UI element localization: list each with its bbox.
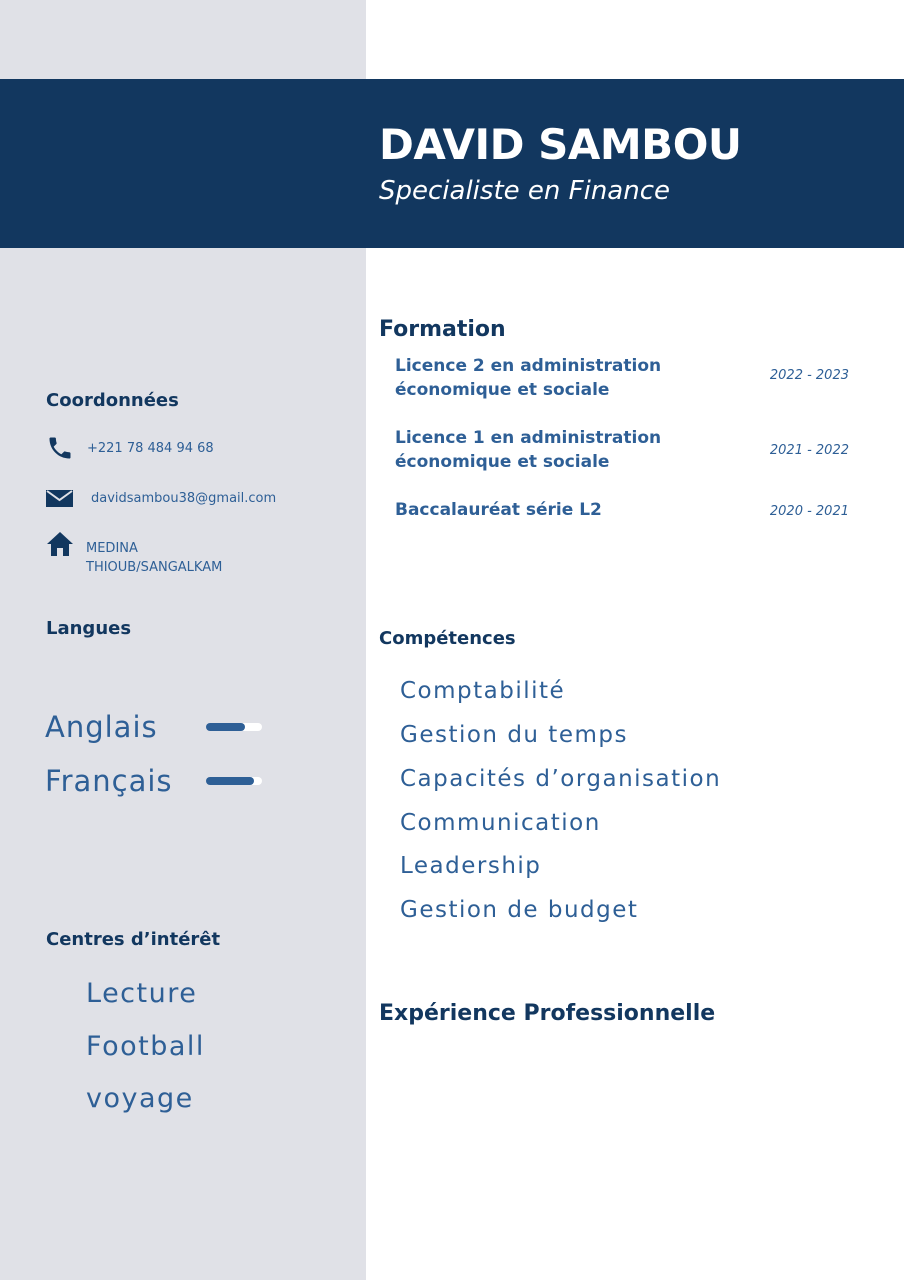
address-text — [86, 539, 222, 577]
skill-item: Capacités d’organisation — [400, 766, 722, 792]
skill-item: Communication — [400, 810, 601, 836]
skill-item: Comptabilité — [400, 678, 566, 704]
education-title-line: économique et sociale — [395, 380, 610, 400]
education-title-line: Baccalauréat série L2 — [395, 500, 602, 520]
mail-icon — [46, 486, 74, 514]
education-heading: Formation — [379, 317, 506, 342]
phone-number: +221 78 484 94 68 — [87, 441, 214, 456]
contact-heading: Coordonnées — [46, 390, 179, 411]
contact-address — [46, 531, 222, 577]
education-entry-title — [395, 498, 602, 522]
contact-email — [46, 486, 276, 514]
education-dates: 2022 - 2023 — [769, 368, 849, 383]
education-title-line: économique et sociale — [395, 452, 610, 472]
interest-item: Lecture — [86, 978, 198, 1009]
language-label: Français — [45, 764, 173, 798]
skills-heading: Compétences — [379, 628, 516, 649]
interests-heading: Centres d’intérêt — [46, 929, 221, 950]
skill-item: Gestion de budget — [400, 897, 639, 923]
interest-item: voyage — [86, 1083, 194, 1114]
candidate-name: DAVID SAMBOU — [379, 120, 742, 169]
language-label: Anglais — [45, 710, 158, 744]
address-line-1: MEDINA — [86, 541, 138, 556]
skill-item: Leadership — [400, 853, 542, 879]
job-title: Specialiste en Finance — [379, 176, 671, 206]
language-level-fill — [206, 723, 245, 731]
phone-icon — [46, 434, 74, 462]
languages-heading: Langues — [46, 618, 132, 639]
language-level-bar — [206, 777, 262, 785]
education-dates: 2020 - 2021 — [769, 504, 849, 519]
language-item — [45, 710, 262, 744]
experience-heading: Expérience Professionnelle — [379, 1001, 716, 1026]
home-icon — [46, 531, 74, 559]
interest-item: Football — [86, 1031, 205, 1062]
address-line-2: THIOUB/SANGALKAM — [86, 560, 223, 575]
education-dates: 2021 - 2022 — [769, 443, 849, 458]
skill-item: Gestion du temps — [400, 722, 628, 748]
contact-phone — [46, 434, 214, 462]
email-address: davidsambou38@gmail.com — [91, 491, 277, 506]
education-entry-title — [395, 354, 661, 402]
education-title-line: Licence 2 en administration — [395, 356, 662, 376]
education-entry-title — [395, 426, 661, 474]
language-level-fill — [206, 777, 254, 785]
language-item — [45, 764, 262, 798]
language-level-bar — [206, 723, 262, 731]
education-title-line: Licence 1 en administration — [395, 428, 662, 448]
